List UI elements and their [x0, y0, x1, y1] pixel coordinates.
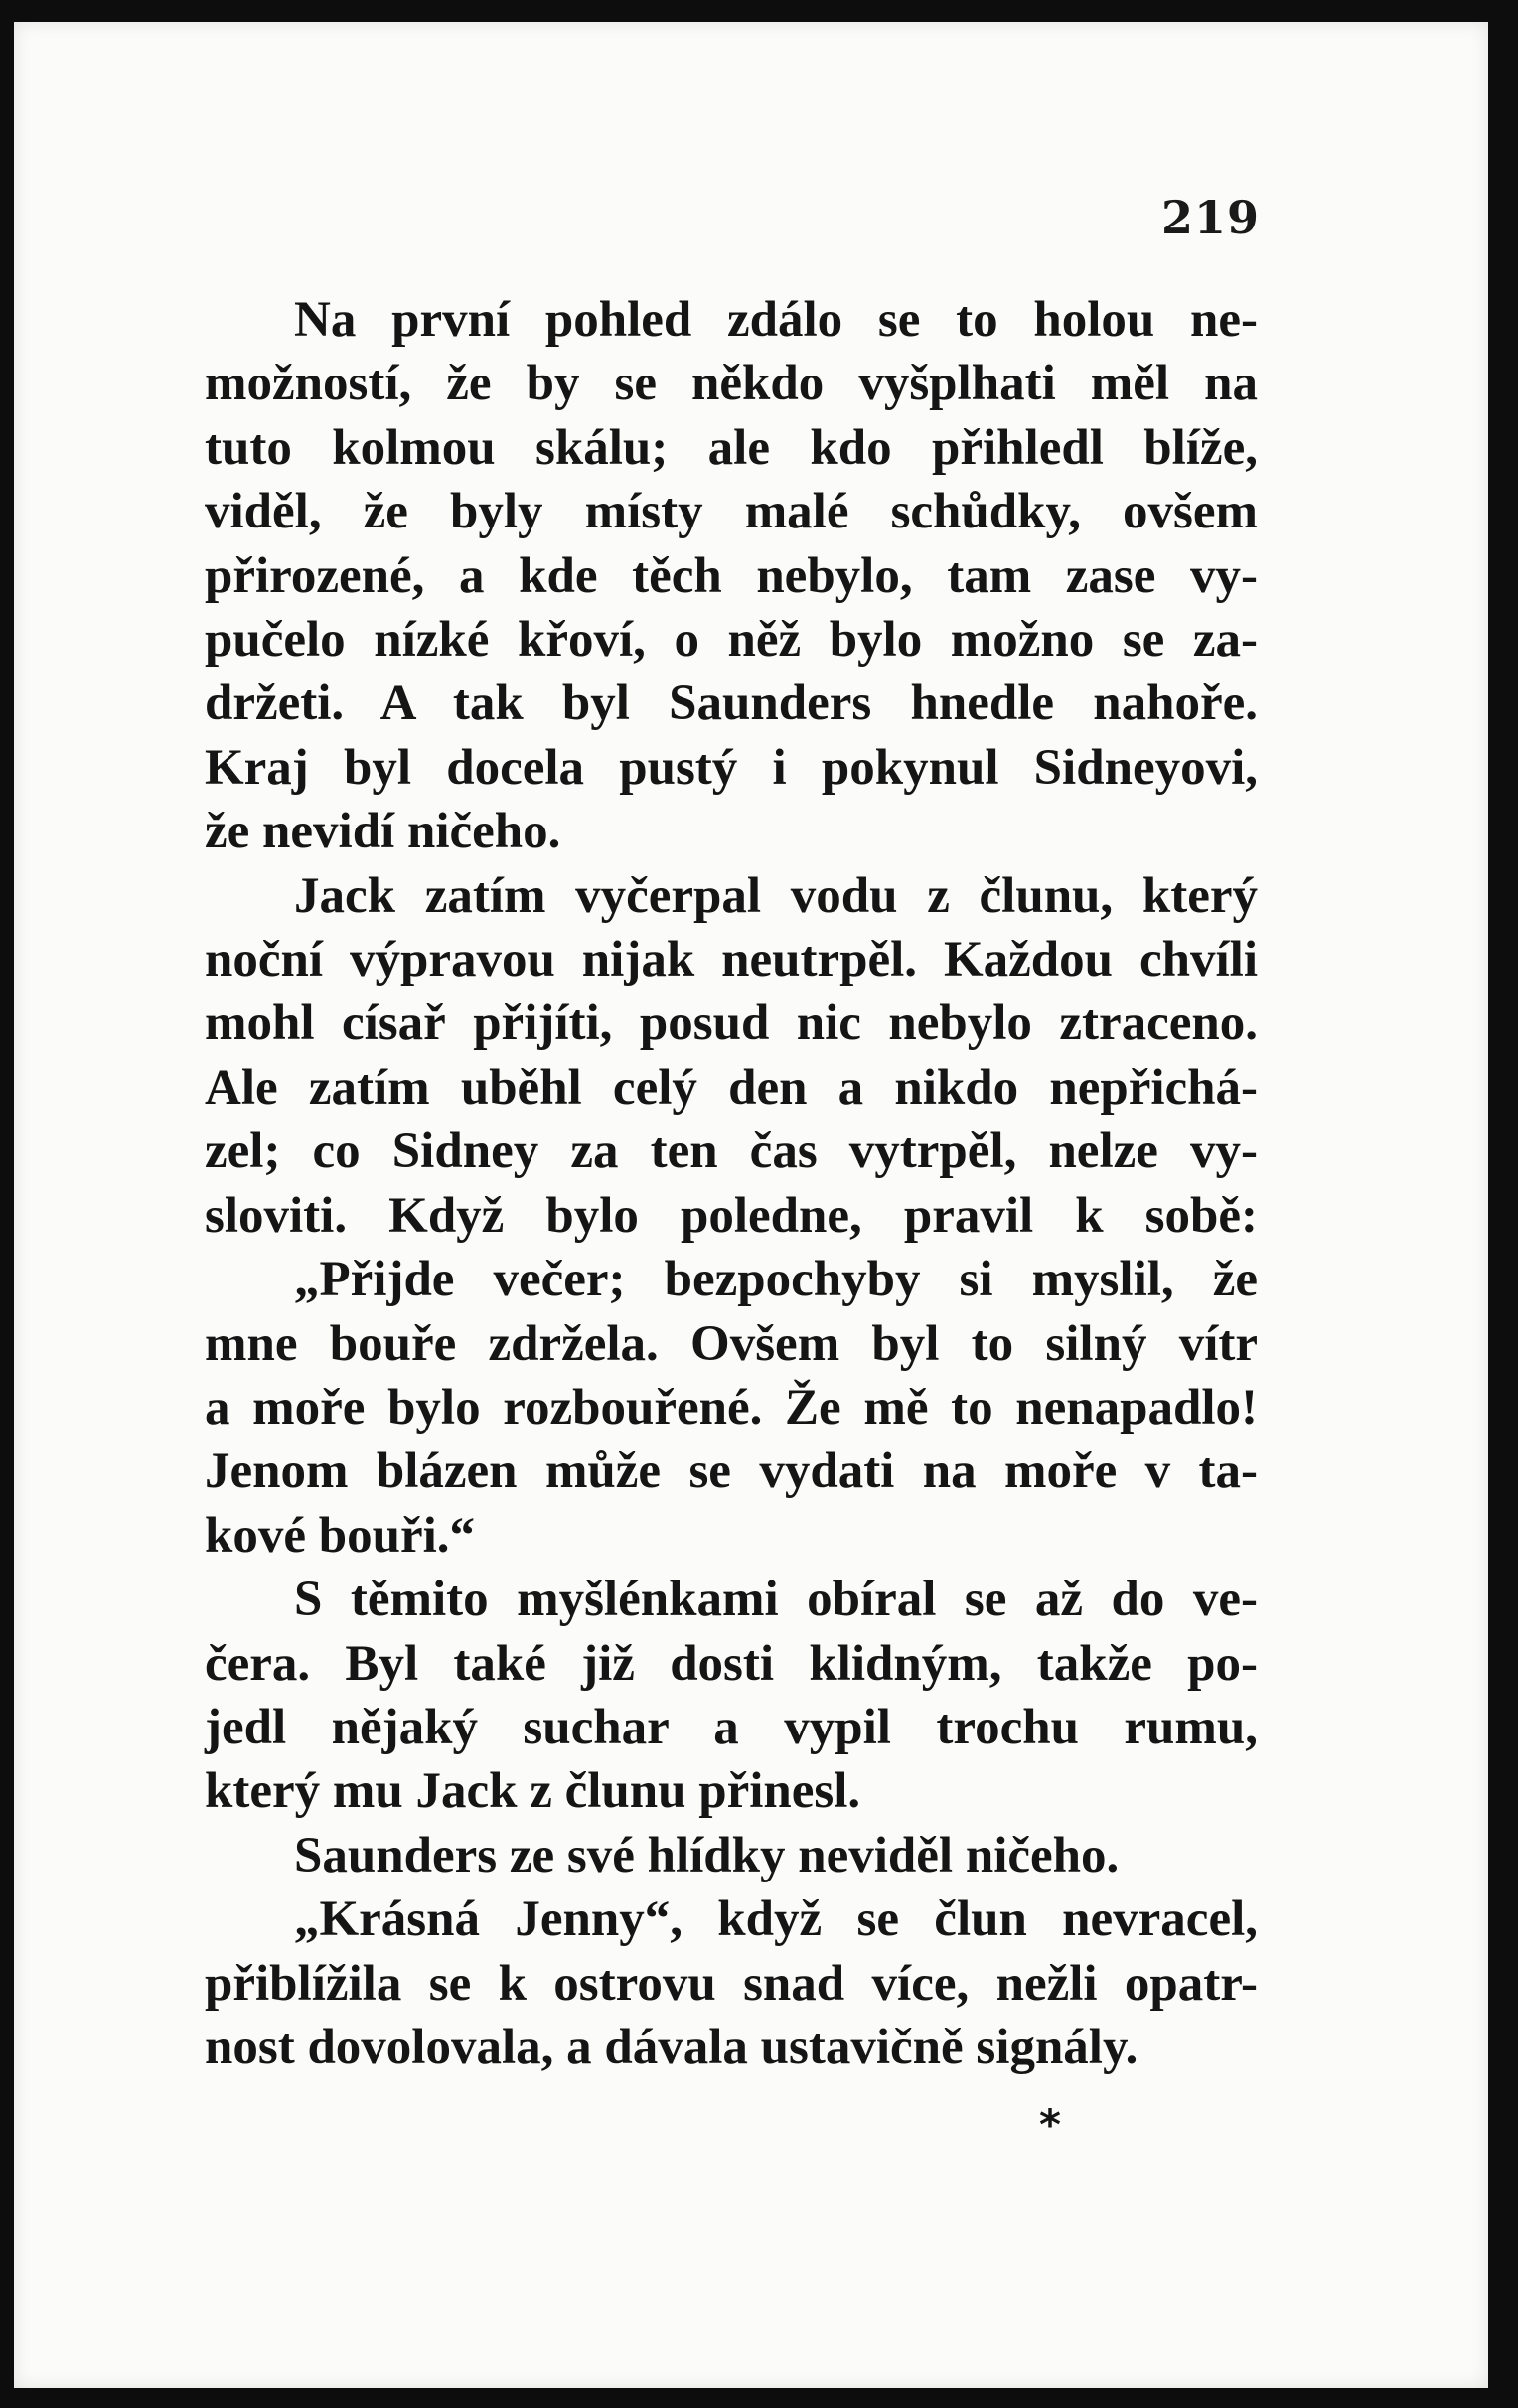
text-line: čera. Byl také již dosti klidným, takže po- — [205, 1635, 1258, 1692]
text-line: a moře bylo rozbouřené. Že mě to nenapadlo! — [205, 1379, 1258, 1435]
text-line: který mu Jack z člunu přinesl. — [205, 1763, 861, 1820]
text-line: držeti. A tak byl Saunders hnedle nahoře. — [205, 676, 1258, 732]
text-line: noční výpravou nijak neutrpěl. Každou chvíli — [205, 932, 1258, 988]
text-line: S těmito myšlénkami obíral se až do ve- — [294, 1572, 1258, 1628]
text-line: mohl císař přijíti, posud nic nebylo ztraceno. — [205, 995, 1258, 1052]
text-line: kové bouři.“ — [205, 1507, 476, 1564]
text-line: mne bouře zdržela. Ovšem byl to silný vítr — [205, 1315, 1258, 1372]
signature-mark: * — [1039, 2100, 1061, 2149]
text-line: „Přijde večer; bezpochyby si myslil, že — [294, 1252, 1258, 1308]
text-line: Saunders ze své hlídky neviděl ničeho. — [294, 1827, 1120, 1883]
text-line: pučelo nízké křoví, o něž bylo možno se za- — [205, 612, 1258, 669]
text-line: sloviti. Když bylo poledne, pravil k sobě: — [205, 1187, 1258, 1244]
text-line: tuto kolmou skálu; ale kdo přihledl blíže, — [205, 419, 1258, 476]
text-line: „Krásná Jenny“, když se člun nevracel, — [294, 1891, 1258, 1948]
text-line: jedl nějaký suchar a vypil trochu rumu, — [205, 1699, 1258, 1755]
text-line: přirozené, a kde těch nebylo, tam zase vy- — [205, 547, 1258, 604]
text-line: možností, že by se někdo vyšplhati měl na — [205, 356, 1258, 412]
book-page — [14, 22, 1488, 2388]
text-line: nost dovolovala, a dávala ustavičně signály. — [205, 2019, 1138, 2075]
text-line: Jack zatím vyčerpal vodu z člunu, který — [294, 867, 1258, 924]
page-number: 219 — [1160, 191, 1260, 244]
text-line: Na první pohled zdálo se to holou ne- — [294, 292, 1258, 348]
text-line: viděl, že byly místy malé schůdky, ovšem — [205, 484, 1258, 540]
text-line: Kraj byl docela pustý i pokynul Sidneyovi, — [205, 739, 1258, 796]
text-line: přiblížila se k ostrovu snad více, nežli opatr- — [205, 1955, 1258, 2012]
text-line: zel; co Sidney za ten čas vytrpěl, nelze vy- — [205, 1124, 1258, 1180]
text-line: že nevidí ničeho. — [205, 804, 561, 860]
text-line: Jenom blázen může se vydati na moře v ta- — [205, 1443, 1258, 1500]
body-text — [205, 288, 1258, 2079]
text-line: Ale zatím uběhl celý den a nikdo nepřichá- — [205, 1059, 1258, 1116]
